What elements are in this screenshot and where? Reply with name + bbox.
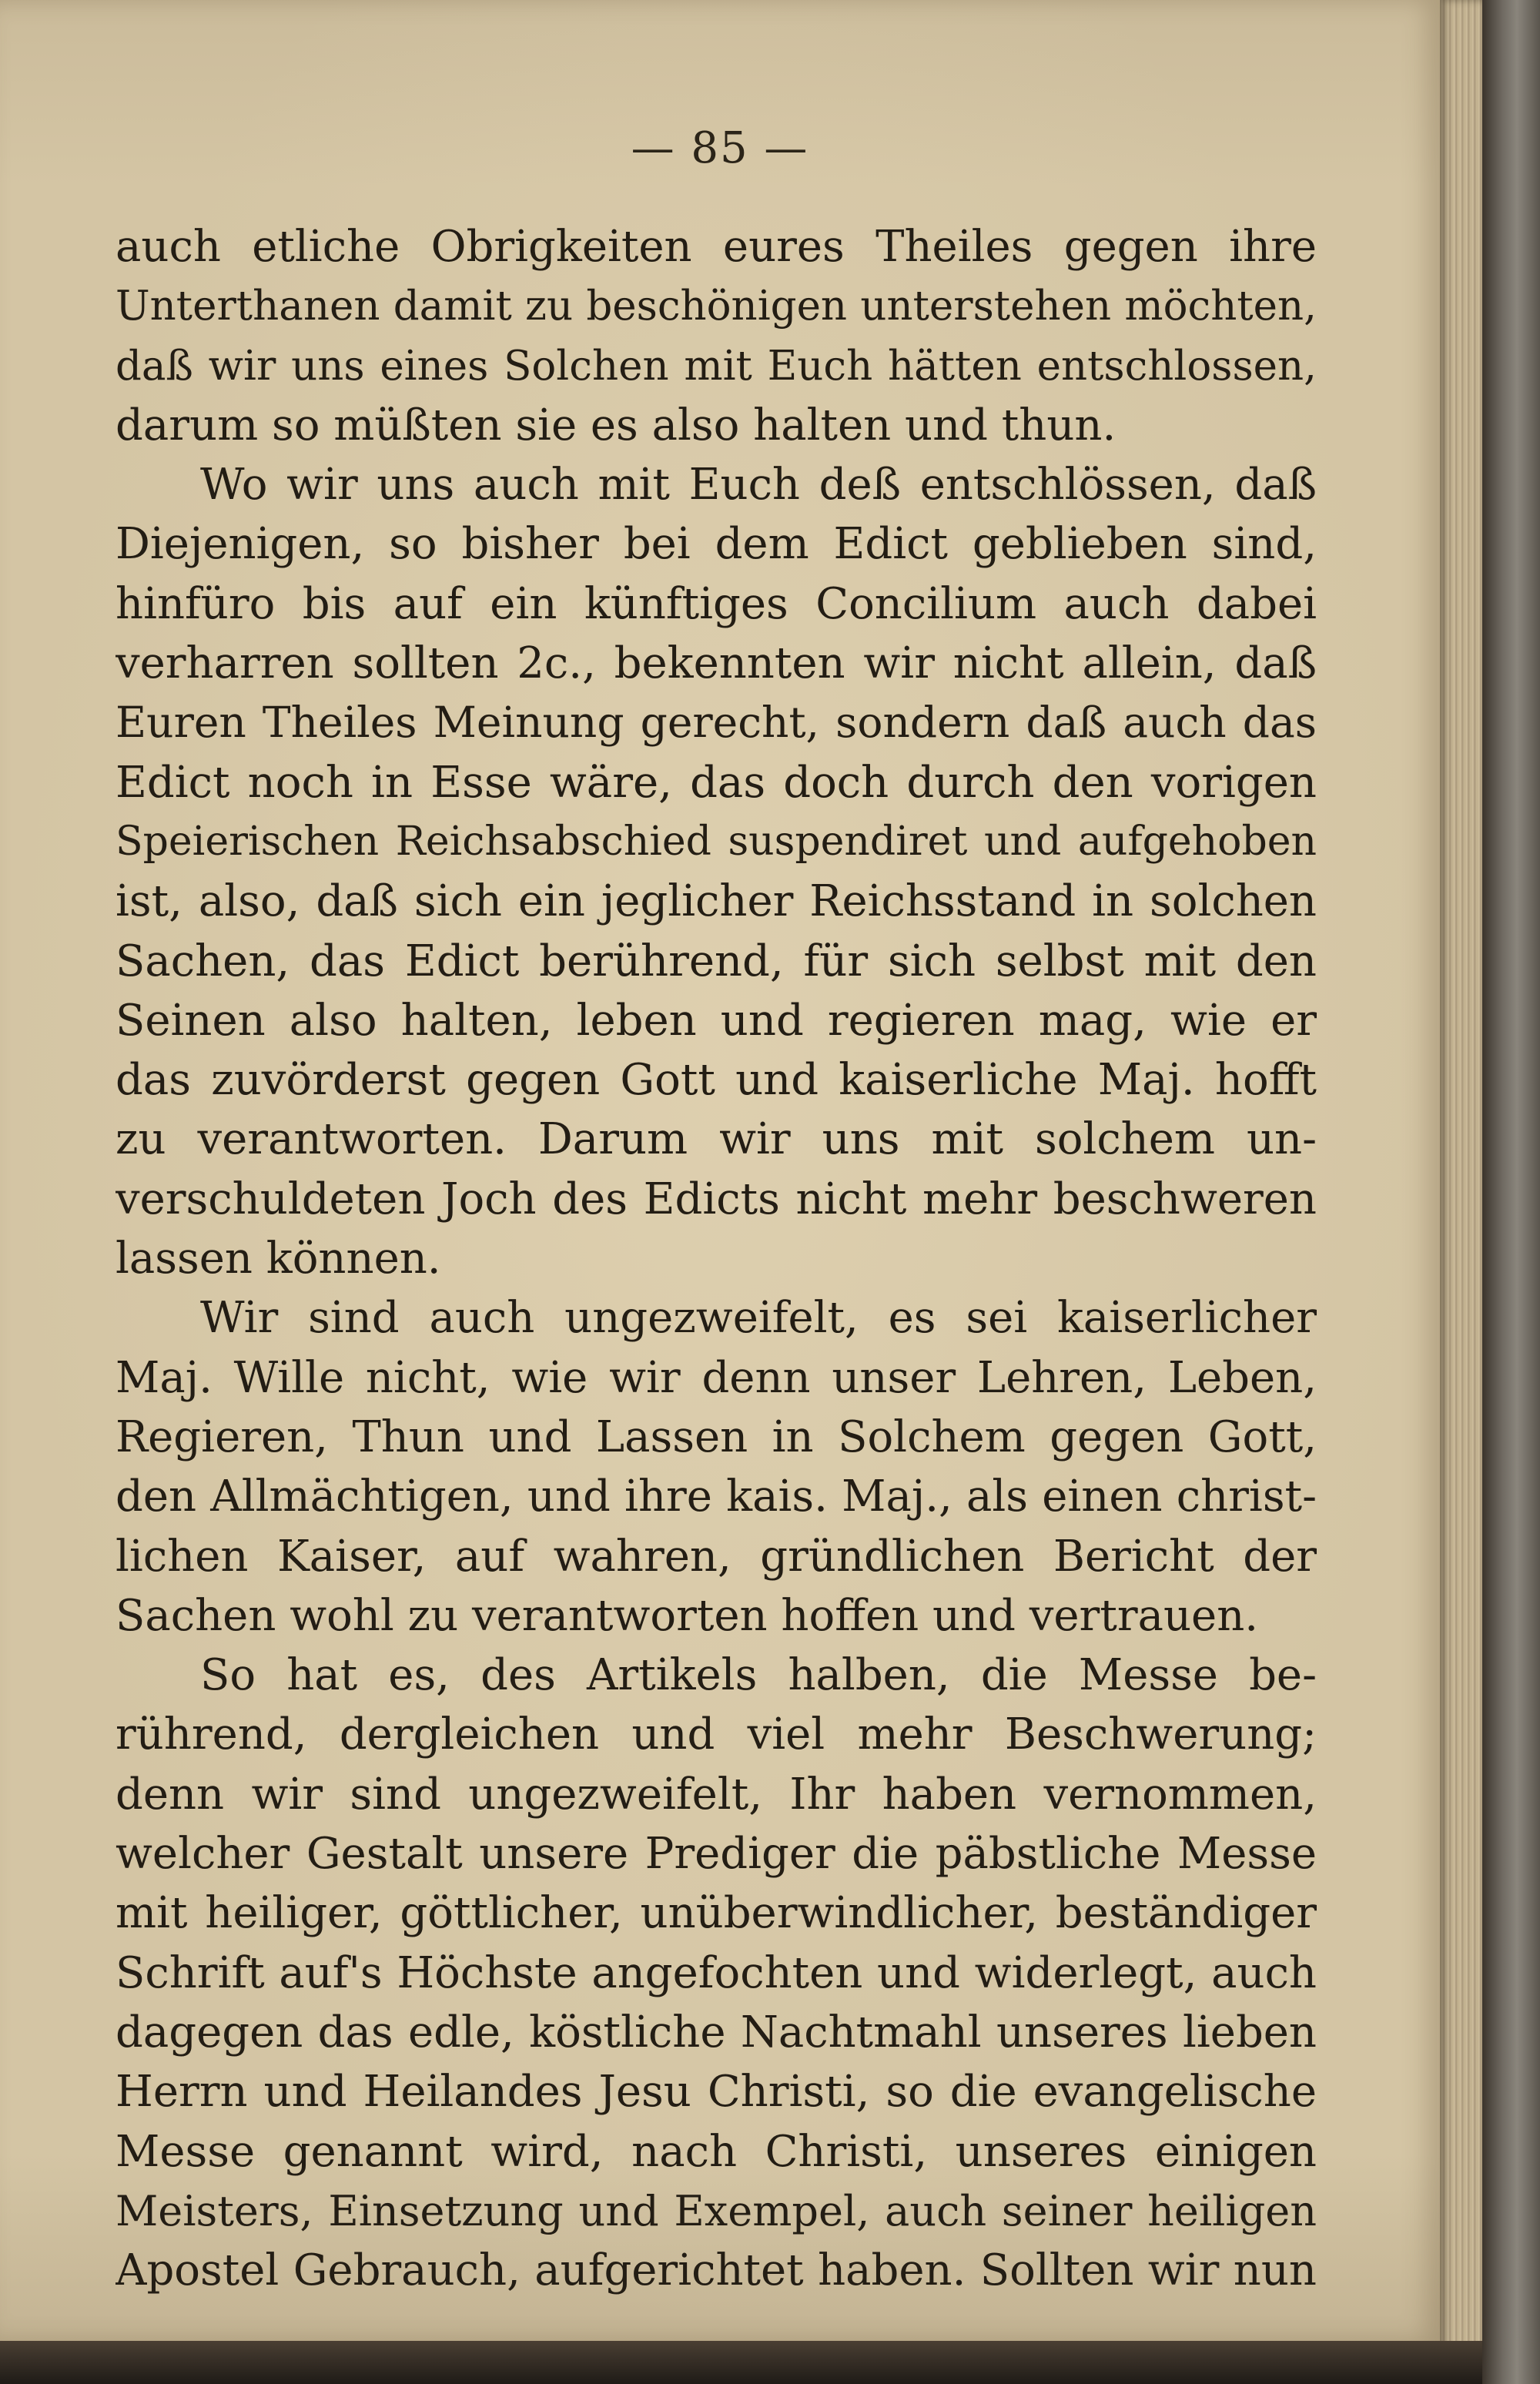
text-line: Wir sind auch ungezweifelt, es sei kaiserlicher xyxy=(200,1293,1317,1344)
bottom-shadow xyxy=(0,2341,1482,2384)
text-line: Sachen wohl zu verantworten hoffen und vertrauen. xyxy=(116,1590,1259,1641)
text-line: lichen Kaiser, auf wahren, gründlichen Bericht der xyxy=(116,1531,1317,1582)
text-line: verharren sollten 2c., bekennten wir nicht allein, daß xyxy=(116,638,1317,689)
text-line: Schrift auf's Höchste angefochten und widerlegt, auch xyxy=(116,1947,1317,1998)
text-line: lassen können. xyxy=(116,1234,441,1284)
text-line: Maj. Wille nicht, wie wir denn unser Lehren, Leben, xyxy=(116,1352,1317,1403)
text-line: zu verantworten. Darum wir uns mit solchem un- xyxy=(116,1114,1317,1165)
text-line: Edict noch in Esse wäre, das doch durch den vorigen xyxy=(116,757,1317,808)
text-line: denn wir sind ungezweifelt, Ihr haben vernommen, xyxy=(116,1769,1317,1820)
book-cover-edge xyxy=(1482,0,1540,2384)
text-line: welcher Gestalt unsere Prediger die päbstliche Messe xyxy=(116,1829,1317,1880)
text-line: Unterthanen damit zu beschönigen unterstehen möchten, xyxy=(116,283,1317,330)
text-line: auch etliche Obrigkeiten eures Theiles gegen ihre xyxy=(116,222,1317,272)
page-edge xyxy=(1440,0,1482,2356)
text-line: verschuldeten Joch des Edicts nicht mehr beschweren xyxy=(116,1174,1317,1224)
text-line: das zuvörderst gegen Gott und kaiserliche Maj. hofft xyxy=(116,1055,1317,1106)
text-line: Meisters, Einsetzung und Exempel, auch seiner heiligen xyxy=(116,2186,1317,2235)
text-line: Speierischen Reichsabschied suspendiret und aufgehoben xyxy=(116,818,1317,865)
text-line: darum so müßten sie es also halten und thun. xyxy=(116,400,1116,450)
body-text xyxy=(116,217,1317,2300)
text-line: So hat es, des Artikels halben, die Messe be- xyxy=(200,1650,1317,1701)
text-line: mit heiliger, göttlicher, unüberwindlicher, beständiger xyxy=(116,1888,1317,1939)
text-line: Messe genannt wird, nach Christi, unseres einigen xyxy=(116,2126,1317,2177)
text-line: Diejenigen, so bisher bei dem Edict geblieben sind, xyxy=(116,519,1317,570)
text-line: hinfüro bis auf ein künftiges Concilium auch dabei xyxy=(116,578,1317,629)
text-line: rührend, dergleichen und viel mehr Beschwerung; xyxy=(116,1709,1317,1760)
text-line: Seinen also halten, leben und regieren mag, wie er xyxy=(116,995,1317,1046)
text-line: ist, also, daß sich ein jeglicher Reichsstand in solchen xyxy=(116,876,1317,927)
text-line: Wo wir uns auch mit Euch deß entschlössen, daß xyxy=(200,460,1317,511)
text-line: dagegen das edle, köstliche Nachtmahl unseres lieben xyxy=(116,2007,1317,2058)
text-line: Herrn und Heilandes Jesu Christi, so die evangelische xyxy=(116,2067,1317,2118)
text-line: Sachen, das Edict berührend, für sich selbst mit den xyxy=(116,936,1317,986)
text-line: Euren Theiles Meinung gerecht, sondern daß auch das xyxy=(116,698,1317,748)
text-line: Apostel Gebrauch, aufgerichtet haben. Sollten wir nun xyxy=(116,2245,1317,2296)
text-line: den Allmächtigen, und ihre kais. Maj., als einen christ- xyxy=(116,1472,1317,1522)
page-number: — 85 — xyxy=(631,123,809,173)
text-line: daß wir uns eines Solchen mit Euch hätten entschlossen, xyxy=(116,342,1317,390)
text-line: Regieren, Thun und Lassen in Solchem gegen Gott, xyxy=(116,1411,1317,1462)
